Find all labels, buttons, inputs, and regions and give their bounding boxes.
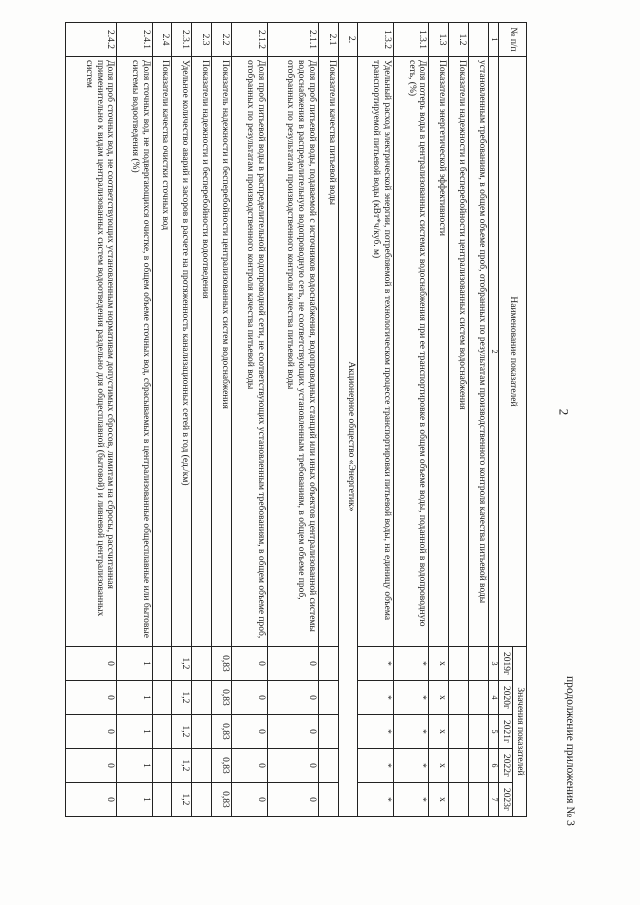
- row-number: 2.4.2: [66, 23, 117, 57]
- row-number: 2.3: [192, 23, 212, 57]
- indicator-value: [192, 680, 212, 714]
- indicator-value: 0: [267, 748, 318, 782]
- indicator-value: [318, 782, 338, 816]
- indicator-value: *: [358, 748, 393, 782]
- indicator-value: *: [393, 748, 428, 782]
- column-number: 1: [489, 23, 499, 57]
- row-number: 2.4.1: [117, 23, 152, 57]
- indicator-value: *: [358, 714, 393, 748]
- column-number: 7: [489, 782, 499, 816]
- table-row: [469, 23, 489, 817]
- indicator-name: Показатели качества очистки сточных вод: [152, 57, 172, 647]
- row-number: 1.3.1: [393, 23, 428, 57]
- indicator-value: 0,83: [212, 714, 232, 748]
- table-row: [117, 23, 152, 817]
- indicator-value: 0: [232, 680, 267, 714]
- table-row: [66, 23, 117, 817]
- indicator-value: 1: [117, 646, 152, 680]
- indicator-value: [449, 748, 469, 782]
- table-row: [152, 23, 172, 817]
- indicator-value: [469, 714, 489, 748]
- column-number: 5: [489, 714, 499, 748]
- table-row: [429, 23, 449, 817]
- indicator-value: 1,2: [172, 680, 192, 714]
- indicator-value: [192, 714, 212, 748]
- column-number: 6: [489, 748, 499, 782]
- page-number: 2: [556, 408, 572, 416]
- table-row: [192, 23, 212, 817]
- indicator-value: *: [358, 782, 393, 816]
- indicator-value: x: [429, 714, 449, 748]
- indicator-value: [192, 646, 212, 680]
- row-number: [469, 23, 489, 57]
- row-number: 1.2: [449, 23, 469, 57]
- indicator-value: [449, 714, 469, 748]
- indicator-value: [449, 782, 469, 816]
- table-body: [66, 23, 489, 817]
- indicator-name: Доля потерь воды в централизованных системах водоснабжения при ее транспортировке в общем объеме воды, поданной в водопроводную сеть, (%): [393, 57, 428, 647]
- rotated-table-wrapper: [65, 22, 527, 817]
- section-title: Акционерное общество «Энергетик»: [338, 57, 358, 817]
- indicator-value: 0: [267, 646, 318, 680]
- table-row: [172, 23, 192, 817]
- row-number: 1.3.2: [358, 23, 393, 57]
- table-row: [212, 23, 232, 817]
- indicator-name: Показатель надежности и бесперебойности централизованных систем водоснабжения: [212, 57, 232, 647]
- header-year: 2019г: [499, 646, 513, 680]
- indicator-value: [192, 748, 212, 782]
- indicator-name: Доля проб питьевой воды, подаваемой с источников водоснабжения, водопроводных станций или иных объектов централизованной системы водоснабжения в распределительную водопроводную сеть, не соответствующих установленным требованиям, в общем объеме проб, отобранных по результатам производственного контроля качества питьевой воды: [267, 57, 318, 647]
- indicator-value: *: [393, 646, 428, 680]
- indicator-value: 0,83: [212, 680, 232, 714]
- indicator-value: [152, 714, 172, 748]
- header-year: 2022г: [499, 748, 513, 782]
- indicator-value: [469, 748, 489, 782]
- table-row: [318, 23, 338, 817]
- indicators-table: [65, 22, 527, 817]
- indicator-value: [152, 646, 172, 680]
- header-num: № п/п: [499, 23, 527, 57]
- indicator-name: Удельный расход электрической энергии, потребляемой в технологическом процессе транспортировки питьевой воды, на единицу объема транспортируемой питьевой воды (кВт*ч/куб. м): [358, 57, 393, 647]
- header-year: 2023г: [499, 782, 513, 816]
- indicator-name: Доля сточных вод, не подвергающихся очистке, в общем объеме сточных вод, сбрасываемых в централизованные общесплавные или бытовые системы водоотведения (%): [117, 57, 152, 647]
- table-row: [358, 23, 393, 817]
- indicator-value: [152, 748, 172, 782]
- indicator-value: [449, 646, 469, 680]
- indicator-value: *: [393, 714, 428, 748]
- column-number: 3: [489, 646, 499, 680]
- row-number: 2.: [338, 23, 358, 57]
- table-row: [232, 23, 267, 817]
- indicator-value: 0: [232, 782, 267, 816]
- indicator-value: 0: [232, 714, 267, 748]
- row-number: 1.3: [429, 23, 449, 57]
- indicator-value: 0,83: [212, 646, 232, 680]
- indicator-value: 0: [66, 748, 117, 782]
- indicator-value: [318, 748, 338, 782]
- row-number: 2.2: [212, 23, 232, 57]
- indicator-value: 1,2: [172, 646, 192, 680]
- indicator-name: Удельное количество аварий и засоров в расчете на протяженность канализационных сетей в год (ед./км): [172, 57, 192, 647]
- indicator-value: [192, 782, 212, 816]
- indicator-value: x: [429, 782, 449, 816]
- indicator-value: 0: [232, 646, 267, 680]
- indicator-value: 0: [66, 680, 117, 714]
- indicator-value: 0,83: [212, 782, 232, 816]
- indicator-value: 0: [66, 646, 117, 680]
- table-row: [449, 23, 469, 817]
- indicator-value: [469, 782, 489, 816]
- column-number: 4: [489, 680, 499, 714]
- indicator-value: *: [358, 646, 393, 680]
- indicator-name: Доля проб сточных вод, не соответствующих установленным нормативам допустимых сбросов, лимитам на сбросы, рассчитанная применительно к видам централизованных систем водоотведения раздельно для общесплавной (бытовой) и ливневой централизованных систем: [66, 57, 117, 647]
- indicator-value: [449, 680, 469, 714]
- indicator-value: [318, 714, 338, 748]
- indicator-value: [152, 782, 172, 816]
- indicator-value: x: [429, 680, 449, 714]
- header-values: Значения показателей: [513, 646, 527, 816]
- indicator-value: 0: [232, 748, 267, 782]
- row-number: 2.1.2: [232, 23, 267, 57]
- indicator-value: 1: [117, 680, 152, 714]
- indicator-name: Показатели надежности и бесперебойности централизованных систем водоснабжения: [449, 57, 469, 647]
- header-name: Наименование показателей: [499, 57, 527, 647]
- row-number: 2.3.1: [172, 23, 192, 57]
- indicator-value: [469, 680, 489, 714]
- indicator-name: Показатели надежности и бесперебойности водоотведения: [192, 57, 212, 647]
- section-row: [338, 23, 358, 817]
- indicator-value: 0: [66, 782, 117, 816]
- indicator-value: 0,83: [212, 748, 232, 782]
- indicator-value: 0: [66, 714, 117, 748]
- indicator-value: *: [358, 680, 393, 714]
- indicator-value: 1,2: [172, 782, 192, 816]
- column-number: 2: [489, 57, 499, 647]
- indicator-value: 1: [117, 782, 152, 816]
- table-row: [393, 23, 428, 817]
- header-year: 2020г: [499, 680, 513, 714]
- indicator-value: x: [429, 748, 449, 782]
- row-number: 2.1: [318, 23, 338, 57]
- appendix-note: продолжение приложения № 3: [564, 676, 576, 826]
- indicator-value: [318, 680, 338, 714]
- indicator-value: 1,2: [172, 714, 192, 748]
- indicator-name: Доля проб питьевой воды в распределительной водопроводной сети, не соответствующих установленным требованиям, в общем объеме проб, отобранных по результатам производственного контроля качества питьевой воды: [232, 57, 267, 647]
- indicator-value: *: [393, 680, 428, 714]
- indicator-name: Показатели энергетической эффективности: [429, 57, 449, 647]
- table-row: [267, 23, 318, 817]
- indicator-value: 1,2: [172, 748, 192, 782]
- document-sheet: [65, 22, 527, 817]
- indicator-value: 0: [267, 680, 318, 714]
- row-number: 2.1.1: [267, 23, 318, 57]
- row-number: 2.4: [152, 23, 172, 57]
- indicator-value: 1: [117, 714, 152, 748]
- header-year: 2021г: [499, 714, 513, 748]
- indicator-value: [469, 646, 489, 680]
- indicator-value: 0: [267, 714, 318, 748]
- indicator-value: 1: [117, 748, 152, 782]
- indicator-value: x: [429, 646, 449, 680]
- indicator-value: [318, 646, 338, 680]
- indicator-name: Показатели качества питьевой воды: [318, 57, 338, 647]
- indicator-value: 0: [267, 782, 318, 816]
- indicator-value: *: [393, 782, 428, 816]
- indicator-name: установленным требованиям, в общем объеме проб, отобранных по результатам производственного контроля качества питьевой воды: [469, 57, 489, 647]
- indicator-value: [152, 680, 172, 714]
